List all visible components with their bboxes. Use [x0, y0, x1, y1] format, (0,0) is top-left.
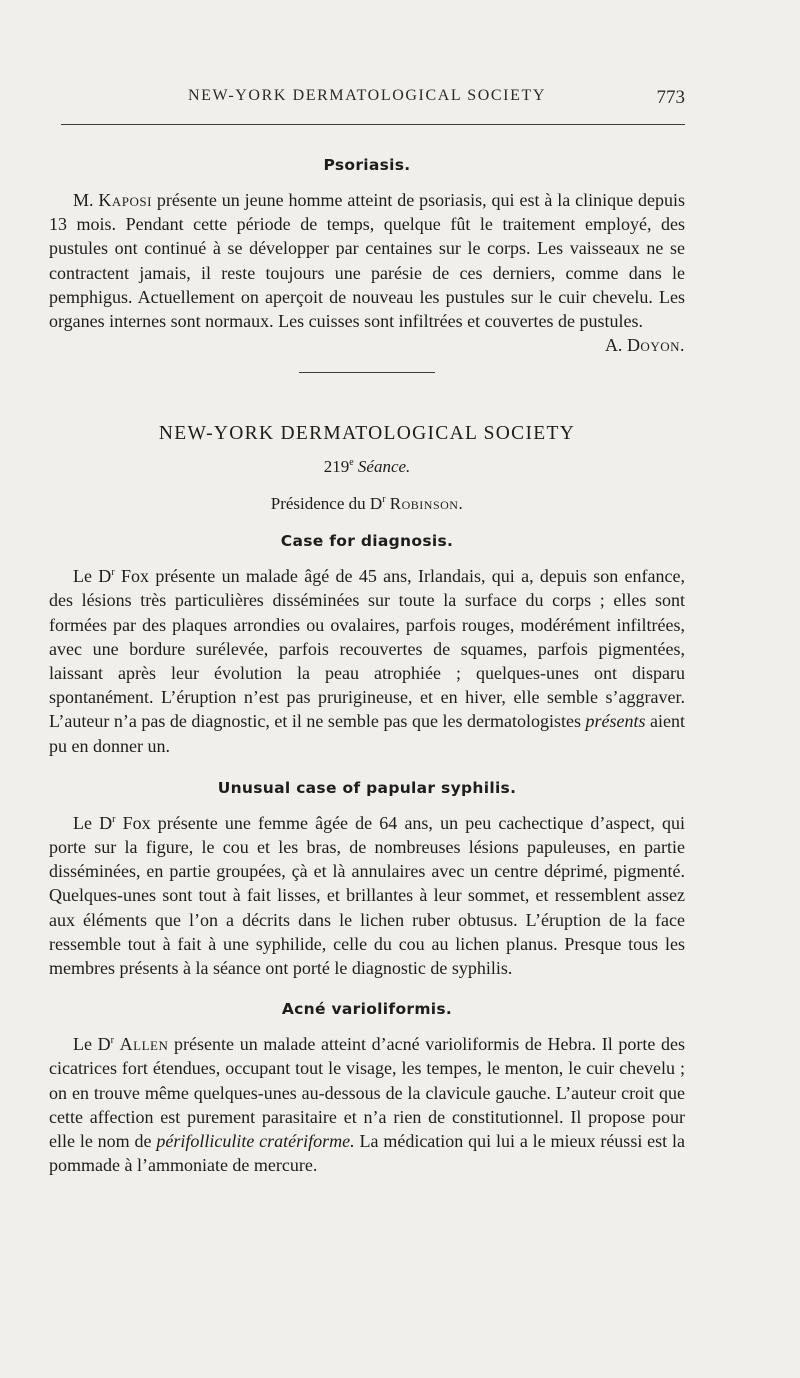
- text: Fox présente une femme âgée de 64 ans, un peu cachectique d’aspect, qui porte sur la figure, le cou et les bras, de nombreuses lésions papuleuses, en partie disséminées, en partie groupées, çà et là annulaires avec un centre déprimé, pigmenté. Quelques-unes sont tout à fait lisses, et brillantes à leur sommet, et ressemblent assez aux éléments que l’on a décrits dans le lichen ruber obtusus. L’éruption de la face ressemble tout à fait à une syphilide, celle du cou au lichen planus. Presque tous les membres présents à la séance ont porté le diagnostic de syphilis.: [49, 812, 685, 979]
- running-head: [49, 87, 685, 111]
- sup: r: [112, 813, 116, 825]
- text: Le D: [73, 812, 113, 833]
- presidency-line: [49, 494, 685, 514]
- section-heading-psoriasis: Psoriasis.: [323, 156, 411, 174]
- signature-initial: A.: [604, 335, 627, 356]
- paragraph-papular-syphilis: [49, 811, 685, 980]
- page: [49, 0, 685, 1378]
- section-divider: [299, 372, 435, 373]
- header-rule: [61, 124, 685, 125]
- paragraph-acne: [49, 1032, 685, 1177]
- running-title: NEW-YORK DERMATOLOGICAL SOCIETY: [187, 87, 547, 104]
- author-name: Kaposi: [98, 190, 152, 210]
- author-name: Allen: [119, 1034, 169, 1055]
- content: [49, 156, 685, 1177]
- presidency-text: Présidence du D: [270, 494, 383, 514]
- italic-text: périfolliculite cratériforme.: [156, 1131, 355, 1152]
- session-line: [49, 457, 685, 477]
- session-sup: e: [349, 457, 354, 469]
- text: présente un malade atteint d’acné varioliformis de Hebra. Il porte des cicatrices fort étendues, occupant tout le visage, les tempes, le menton, le cuir chevelu ; on en trouve même quelques-unes au-dessous de la clavicule gauche. L’auteur croit que cette affection est purement parasitaire et n’a rien de constitutionnel. Il propose pour elle le nom de: [49, 1034, 685, 1152]
- sup: r: [110, 1035, 114, 1047]
- session-number: 219: [323, 457, 350, 477]
- signature-name: Doyon.: [626, 335, 685, 356]
- text: M.: [73, 190, 99, 210]
- text: Le D: [73, 1034, 111, 1055]
- signature: [49, 333, 685, 357]
- text: présente un jeune homme atteint de psoriasis, qui est à la clinique depuis 13 mois. Pendant cette période de temps, quelque fût le traitement employé, des pustules ont continué à se développer par centaines sur le corps. Les vaisseaux ne se contractent jamais, il reste toujours une parésie de ces derniers, comme dans le pemphigus. Actuellement on aperçoit de nouveau les pustules sur le cuir chevelu. Les organes internes sont normaux. Les cuisses sont infiltrées et couvertes de pustules.: [49, 190, 685, 332]
- text: Fox présente un malade âgé de 45 ans, Irlandais, qui a, depuis son enfance, des lésions très particulières disséminées sur toute la surface du corps ; elles sont formées par des plaques arrondies ou ovalaires, parfois rouges, modérément infiltrées, avec une bordure surélevée, parfois recouvertes de squames, parfois pigmentées, laissant après leur évolution la peau atrophiée ; quelques-unes ont disparu spontanément. L’éruption n’est pas prurigineuse, et en hiver, elle semble s’aggraver. L’auteur n’a pas de diagnostic, et il ne semble pas que les dermatologistes: [49, 566, 686, 732]
- sup: r: [111, 567, 115, 579]
- presidency-sup: r: [382, 494, 386, 506]
- italic-text: présents: [585, 711, 646, 732]
- session-label: Séance.: [357, 457, 411, 477]
- president-name: Robinson.: [389, 494, 464, 514]
- paragraph-case-diagnosis: [49, 564, 685, 758]
- text: Le D: [73, 566, 112, 587]
- society-title: NEW-YORK DERMATOLOGICAL SOCIETY: [158, 423, 576, 445]
- section-heading-papular-syphilis: Unusual case of papular syphilis.: [217, 778, 517, 797]
- page-number: 773: [656, 87, 685, 108]
- section-heading-case-diagnosis: Case for diagnosis.: [280, 532, 454, 551]
- text: aient pu en donner un.: [49, 711, 686, 756]
- section-heading-acne: Acné varioliformis.: [281, 1000, 453, 1019]
- text: La médication qui lui a le mieux réussi est la pommade à l’ammoniate de mercure.: [49, 1131, 685, 1176]
- paragraph-psoriasis: [49, 188, 685, 333]
